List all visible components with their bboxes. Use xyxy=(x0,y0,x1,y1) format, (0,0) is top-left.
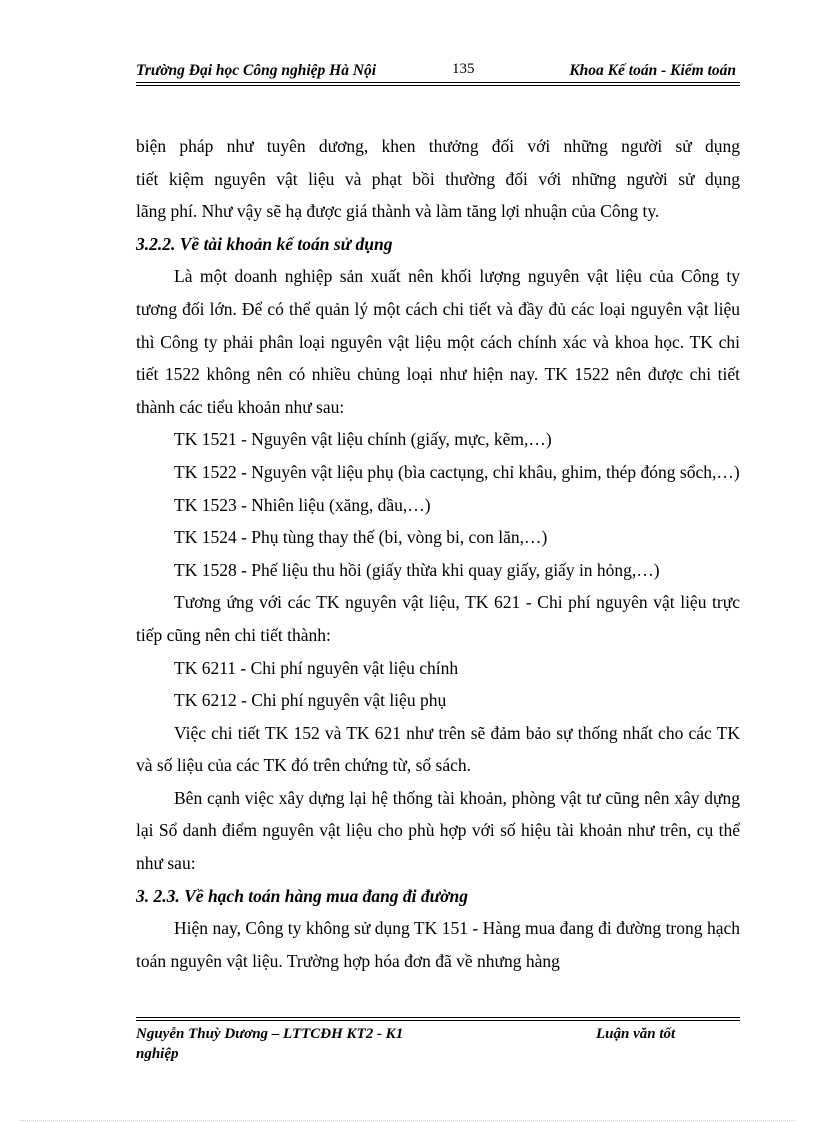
paragraph: Bên cạnh việc xây dựng lại hệ thống tài khoản, phòng vật tư cũng nên xây dựng lại Sổ danh điểm nguyên vật liệu cho phù hợp với số hiệu tài khoản như trên, cụ thể như sau: xyxy=(136,787,740,874)
paragraph: Việc chi tiết TK 152 và TK 621 như trên sẽ đảm bảo sự thống nhất cho các TK và số liệu của các TK đó trên chứng từ, sổ sách. xyxy=(136,722,740,776)
footer-rule-double xyxy=(136,1020,740,1021)
paragraph-line: biện pháp như tuyên dương, khen thưởng đối với những người sử dụng xyxy=(136,136,740,156)
account-item: TK 1521 - Nguyên vật liệu chính (giấy, mực, kẽm,…) xyxy=(174,429,552,450)
header-rule-double xyxy=(136,85,740,86)
account-item: TK 1522 - Nguyên vật liệu phụ (bìa cactụng, chỉ khâu, ghim, thép đóng sổch,…) xyxy=(174,461,740,482)
account-item: TK 6212 - Chi phí nguyên vật liệu phụ xyxy=(174,690,447,711)
footer-thesis-label-continued: nghiệp xyxy=(136,1046,179,1062)
paragraph-line: tiết kiệm nguyên vật liệu và phạt bồi thường đối với những người sử dụng xyxy=(136,168,740,189)
page-edge-divider xyxy=(20,1120,796,1121)
paragraph: Hiện nay, Công ty không sử dụng TK 151 - Hàng mua đang đi đường trong hạch toán nguyên vật liệu. Trường hợp hóa đơn đã về nhưng hàng xyxy=(136,918,740,971)
header-school-name: Trường Đại học Công nghiệp Hà Nội xyxy=(136,62,377,79)
account-item: TK 1528 - Phế liệu thu hồi (giấy thừa khi quay giấy, giấy in hỏng,…) xyxy=(174,559,660,580)
page-body xyxy=(136,130,740,977)
account-item: TK 1524 - Phụ tùng thay thế (bi, vòng bi, con lăn,…) xyxy=(174,527,548,548)
paragraph: Tương ứng với các TK nguyên vật liệu, TK 621 - Chi phí nguyên vật liệu trực tiếp cũng nên chi tiết thành: xyxy=(136,592,740,645)
header-rule xyxy=(136,82,740,83)
account-item: TK 6211 - Chi phí nguyên vật liệu chính xyxy=(174,657,459,678)
section-heading: 3. 2.3. Về hạch toán hàng mua đang đi đường xyxy=(136,885,469,906)
page-number: 135 xyxy=(452,61,475,77)
header-department: Khoa Kế toán - Kiểm toán xyxy=(569,62,736,79)
paragraph-line: lãng phí. Như vậy sẽ hạ được giá thành và làm tăng lợi nhuận của Công ty. xyxy=(136,201,660,222)
section-heading: 3.2.2. Về tài khoản kế toán sử dụng xyxy=(136,233,393,254)
footer-rule xyxy=(136,1017,740,1018)
footer-thesis-label: Luận văn tốt xyxy=(596,1026,676,1042)
paragraph: Là một doanh nghiệp sản xuất nên khối lượng nguyên vật liệu của Công ty tương đối lớn. Để có thể quản lý một cách chi tiết và đầy đủ các loại nguyên vật liệu thì Công ty phải phân loại nguyên vật liệu một cách chính xác và khoa học. TK chi tiết 1522 không nên có nhiều chủng loại như hiện nay. TK 1522 nên được chi tiết thành các tiểu khoản như sau: xyxy=(136,266,740,417)
account-item: TK 1523 - Nhiên liệu (xăng, dầu,…) xyxy=(174,494,431,515)
footer-author: Nguyễn Thuỳ Dương – LTTCĐH KT2 - K1 xyxy=(136,1026,404,1042)
